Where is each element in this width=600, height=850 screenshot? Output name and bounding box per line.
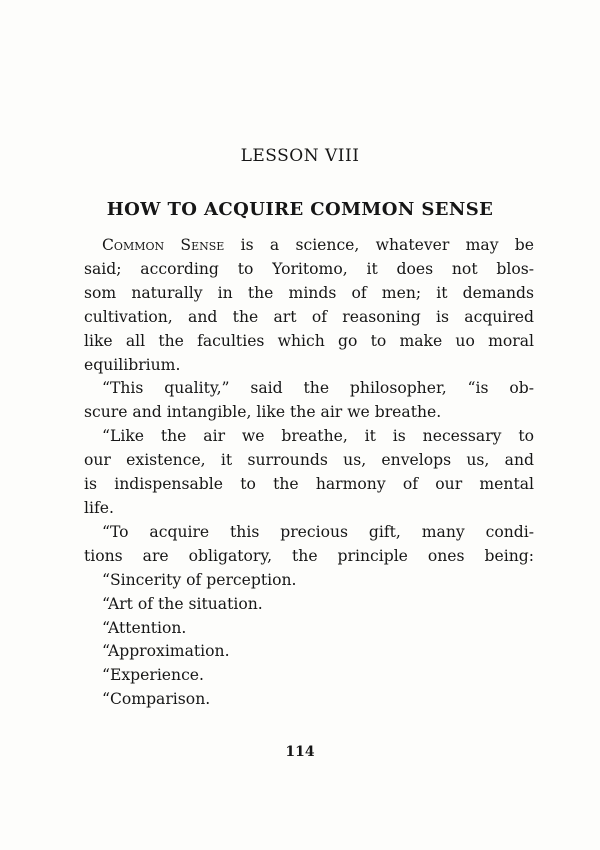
text-line: scure and intangible, like the air we breathe. xyxy=(84,403,442,422)
paragraph-3 xyxy=(84,425,534,521)
text-line: equilibrium. xyxy=(84,355,181,374)
list-item: “Art of the situation. xyxy=(102,594,263,613)
paragraph-2 xyxy=(84,377,534,425)
page-number: 114 xyxy=(285,744,315,760)
small-caps-lead: Common Sense xyxy=(102,236,225,254)
text-line: “To acquire this precious gift, many condi- xyxy=(102,522,534,541)
paragraph-4 xyxy=(84,521,534,569)
list-item: “Comparison. xyxy=(102,690,211,709)
text-line: like all the faculties which go to make uo moral xyxy=(84,331,534,350)
chapter-title: HOW TO ACQUIRE COMMON SENSE xyxy=(106,199,494,220)
text-line: our existence, it surrounds us, envelops us, and xyxy=(84,451,534,470)
list-item: “Sincerity of perception. xyxy=(102,570,297,589)
text-line: tions are obligatory, the principle ones being: xyxy=(84,546,534,565)
list-item: “Approximation. xyxy=(102,642,230,661)
text-line: cultivation, and the art of reasoning is acquired xyxy=(84,307,534,326)
text-line: life. xyxy=(84,498,114,517)
text-line: som naturally in the minds of men; it demands xyxy=(84,283,534,302)
list-item: “Experience. xyxy=(102,666,204,685)
text-line: said; according to Yoritomo, it does not blos- xyxy=(84,259,534,278)
text-line: “Like the air we breathe, it is necessary to xyxy=(102,427,534,446)
paragraph-1 xyxy=(84,234,534,377)
body-text xyxy=(84,234,534,712)
text-line: is indispensable to the harmony of our mental xyxy=(84,475,534,494)
text-line: “This quality,” said the philosopher, “is ob- xyxy=(102,379,534,398)
list-item: “Attention. xyxy=(102,618,187,637)
lesson-label: LESSON VIII xyxy=(240,146,360,166)
text-line xyxy=(84,234,534,258)
text-span: is a science, whatever may be xyxy=(224,236,534,254)
conditions-list xyxy=(84,569,534,712)
